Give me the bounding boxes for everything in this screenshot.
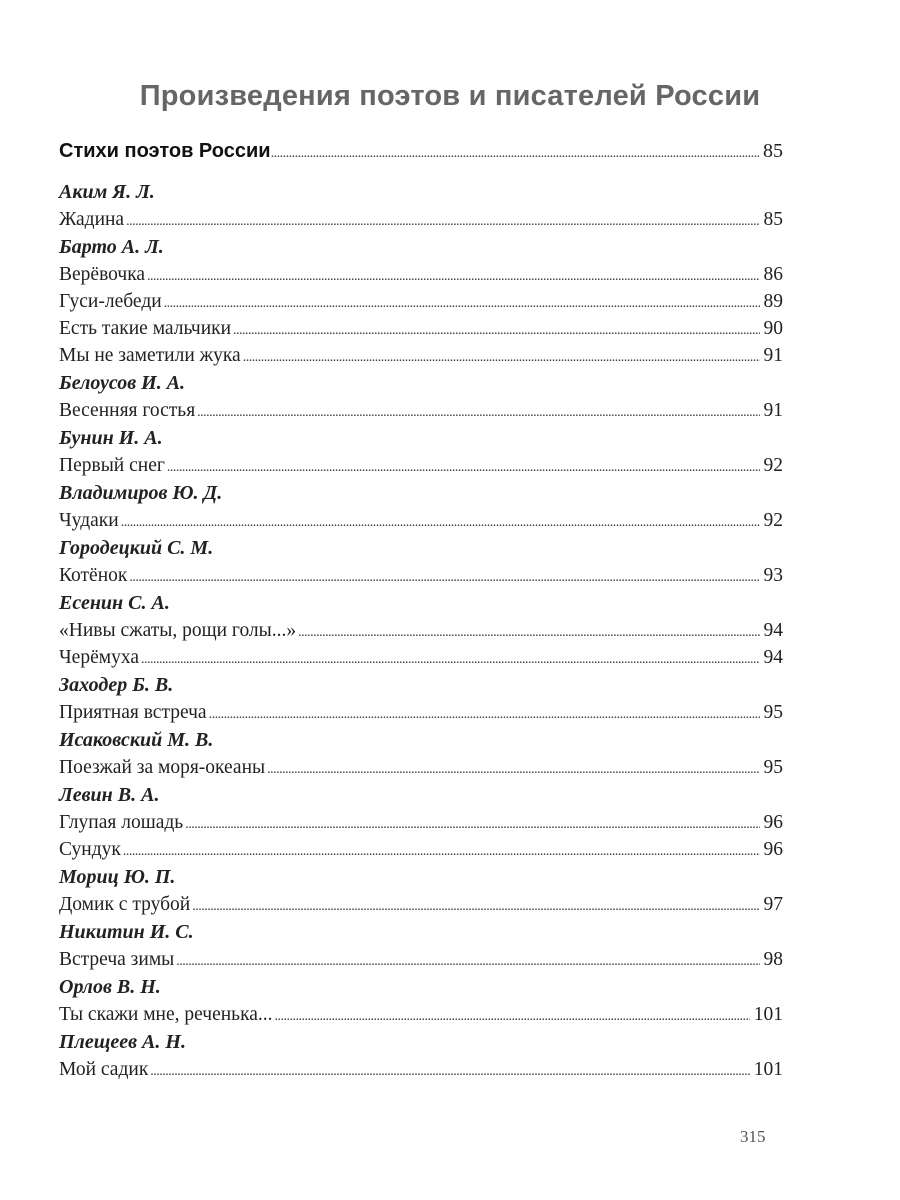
- dot-leader: [176, 946, 759, 975]
- entry-title: Поезжай за моря-океаны: [59, 757, 266, 778]
- page-folio: 315: [740, 1127, 766, 1146]
- dot-leader: [121, 507, 760, 536]
- toc-entry[interactable]: [59, 891, 783, 918]
- toc-entry[interactable]: [59, 1056, 783, 1083]
- entry-title: Встреча зимы: [59, 949, 175, 970]
- toc-entry[interactable]: [59, 754, 783, 781]
- entry-page-number: 98: [763, 949, 783, 970]
- entry-title: Сундук: [59, 839, 121, 860]
- toc-entry[interactable]: [59, 397, 783, 424]
- toc-entry[interactable]: [59, 261, 783, 288]
- author-name: Аким Я. Л.: [59, 181, 155, 203]
- entry-title: Жадина: [59, 209, 125, 230]
- toc-entry[interactable]: [59, 617, 783, 644]
- dot-leader: [275, 1001, 750, 1030]
- entry-page-number: 95: [763, 702, 783, 723]
- entry-page-number: 97: [763, 894, 783, 915]
- dot-leader: [126, 206, 759, 235]
- toc-entry[interactable]: [59, 699, 783, 726]
- dot-leader: [164, 288, 760, 317]
- entry-title: Приятная встреча: [59, 702, 207, 723]
- dot-leader: [167, 452, 760, 481]
- dot-leader: [243, 342, 760, 371]
- entry-title: Первый снег: [59, 455, 165, 476]
- table-of-contents: [59, 140, 783, 1083]
- dot-leader: [192, 891, 759, 920]
- author-group: [59, 863, 783, 918]
- entry-title: Мы не заметили жука: [59, 345, 241, 366]
- entry-title: Котёнок: [59, 565, 128, 586]
- toc-entry[interactable]: [59, 946, 783, 973]
- author-name: Белоусов И. А.: [59, 372, 186, 394]
- entry-page-number: 101: [753, 1059, 783, 1080]
- dot-leader: [233, 315, 759, 344]
- author-group: [59, 918, 783, 973]
- author-group: [59, 178, 783, 233]
- author-name: Исаковский М. В.: [59, 729, 214, 751]
- section-title: Стихи поэтов России: [59, 140, 271, 162]
- entry-page-number: 96: [763, 812, 783, 833]
- entry-page-number: 94: [763, 647, 783, 668]
- toc-entry[interactable]: [59, 206, 783, 233]
- entry-page-number: 94: [763, 620, 783, 641]
- toc-entry[interactable]: [59, 562, 783, 589]
- toc-entry[interactable]: [59, 342, 783, 369]
- author-name: Бунин И. А.: [59, 427, 163, 449]
- entry-page-number: 101: [753, 1004, 783, 1025]
- dot-leader: [141, 644, 760, 673]
- entry-page-number: 86: [763, 264, 783, 285]
- entry-page-number: 95: [763, 757, 783, 778]
- entry-title: Весенняя гостья: [59, 400, 196, 421]
- entry-title: Мой садик: [59, 1059, 149, 1080]
- author-group: [59, 233, 783, 369]
- toc-section-row: [59, 140, 783, 174]
- toc-entry[interactable]: [59, 809, 783, 836]
- dot-leader: [185, 809, 759, 838]
- author-name: Никитин И. С.: [59, 921, 194, 943]
- entry-page-number: 85: [763, 209, 783, 230]
- author-group: [59, 671, 783, 726]
- dot-leader: [267, 754, 759, 783]
- page-title: Произведения поэтов и писателей России: [139, 80, 761, 112]
- author-group: [59, 534, 783, 589]
- author-group: [59, 781, 783, 863]
- entry-page-number: 91: [763, 345, 783, 366]
- author-group: [59, 424, 783, 479]
- entry-title: Глупая лошадь: [59, 812, 184, 833]
- dot-leader: [298, 617, 759, 646]
- author-name: Мориц Ю. П.: [59, 866, 176, 888]
- entry-title: Чудаки: [59, 510, 119, 531]
- dot-leader: [271, 140, 759, 163]
- entry-title: Верёвочка: [59, 264, 146, 285]
- toc-entry[interactable]: [59, 288, 783, 315]
- toc-entry[interactable]: [59, 836, 783, 863]
- entry-title: Ты скажи мне, реченька...: [59, 1004, 273, 1025]
- author-name: Плещеев А. Н.: [59, 1031, 186, 1053]
- entry-page-number: 93: [763, 565, 783, 586]
- author-name: Левин В. А.: [59, 784, 160, 806]
- author-name: Заходер Б. В.: [59, 674, 174, 696]
- entry-page-number: 90: [763, 318, 783, 339]
- dot-leader: [150, 1056, 749, 1085]
- toc-entry[interactable]: [59, 644, 783, 671]
- dot-leader: [129, 562, 759, 591]
- dot-leader: [209, 699, 760, 728]
- author-groups: [59, 178, 783, 1083]
- author-name: Городецкий С. М.: [59, 537, 214, 559]
- author-name: Владимиров Ю. Д.: [59, 482, 223, 504]
- entry-title: Домик с трубой: [59, 894, 191, 915]
- author-group: [59, 973, 783, 1028]
- entry-page-number: 92: [763, 510, 783, 531]
- author-name: Орлов В. Н.: [59, 976, 161, 998]
- author-group: [59, 369, 783, 424]
- author-group: [59, 479, 783, 534]
- entry-title: Черёмуха: [59, 647, 139, 668]
- author-name: Есенин С. А.: [59, 592, 170, 614]
- author-name: Барто А. Л.: [59, 236, 164, 258]
- toc-entry[interactable]: [59, 452, 783, 479]
- entry-page-number: 92: [763, 455, 783, 476]
- entry-page-number: 89: [763, 291, 783, 312]
- toc-entry[interactable]: [59, 315, 783, 342]
- author-group: [59, 1028, 783, 1083]
- author-group: [59, 589, 783, 671]
- dot-leader: [123, 836, 760, 865]
- entry-title: «Нивы сжаты, рощи голы...»: [59, 620, 297, 641]
- entry-title: Гуси-лебеди: [59, 291, 162, 312]
- entry-page-number: 91: [763, 400, 783, 421]
- entry-page-number: 96: [763, 839, 783, 860]
- entry-title: Есть такие мальчики: [59, 318, 232, 339]
- toc-entry[interactable]: [59, 1001, 783, 1028]
- dot-leader: [147, 261, 759, 290]
- section-page-number: 85: [763, 140, 783, 162]
- dot-leader: [197, 397, 759, 426]
- author-group: [59, 726, 783, 781]
- toc-entry[interactable]: [59, 507, 783, 534]
